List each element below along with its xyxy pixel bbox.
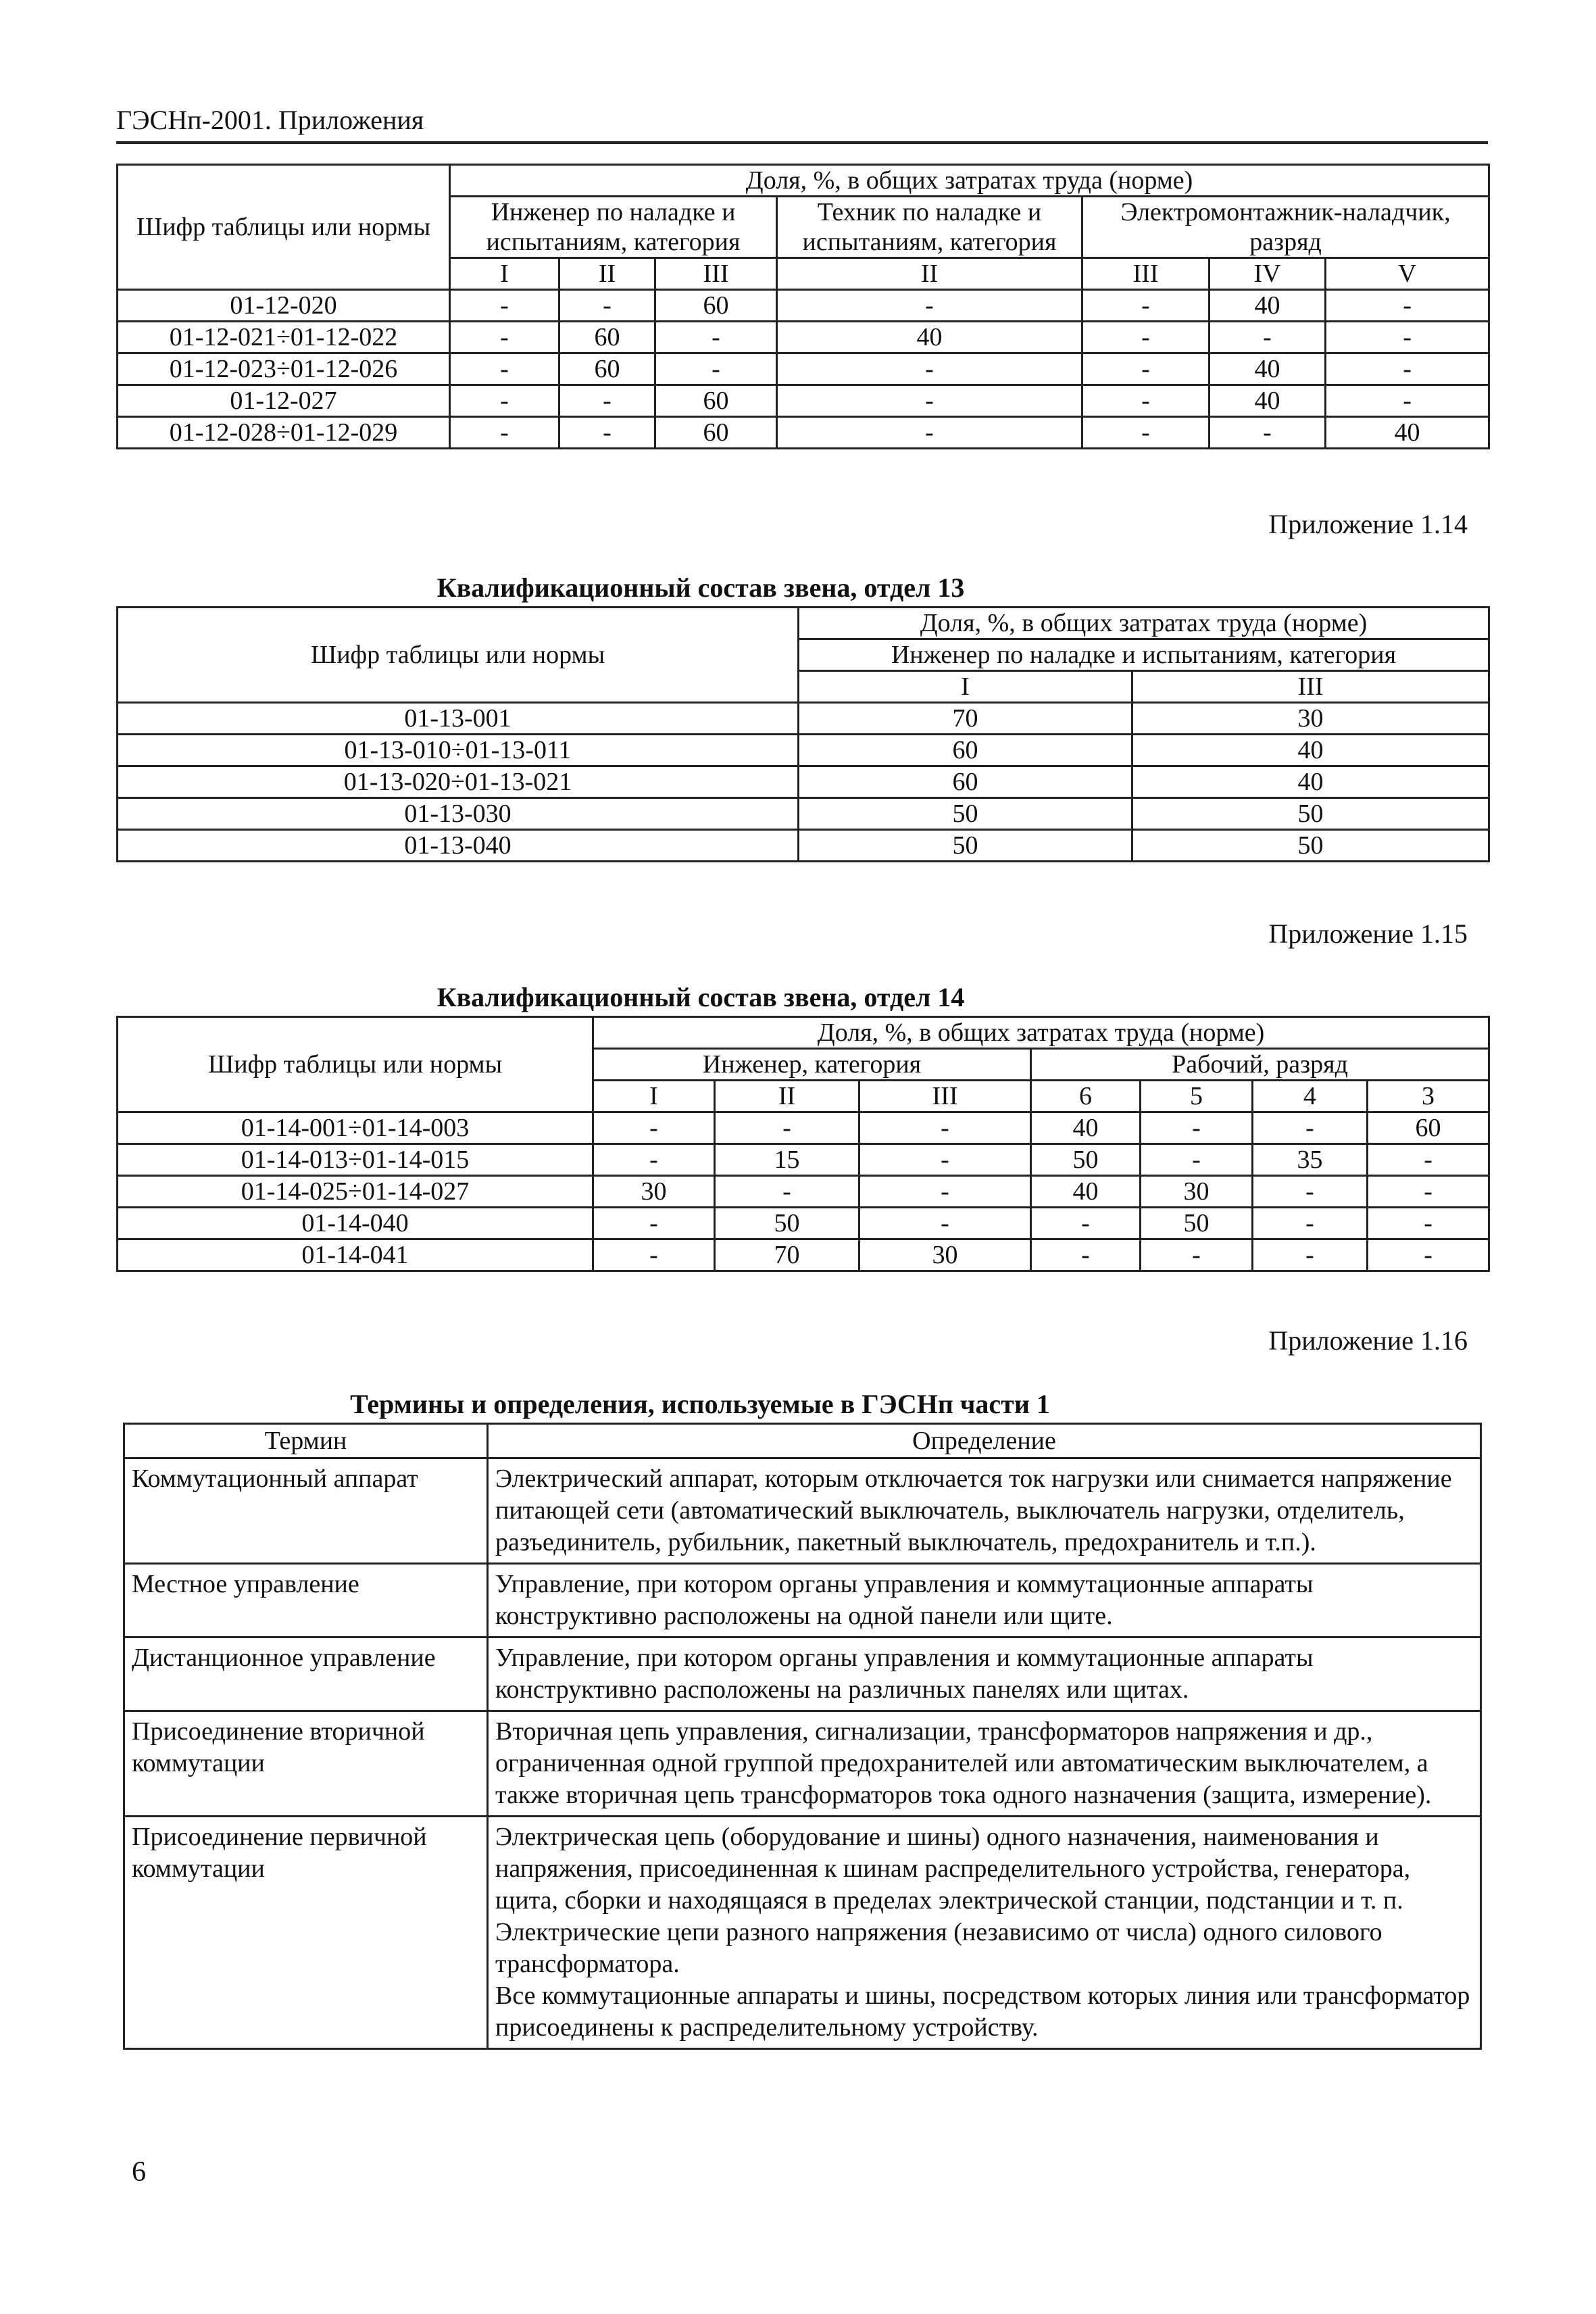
cell: 60 — [799, 735, 1132, 766]
subcol: II — [559, 258, 655, 290]
terms-section — [123, 1388, 1480, 2050]
cell: - — [1326, 290, 1489, 322]
cell: - — [559, 290, 655, 322]
page-header — [116, 104, 1488, 144]
col-header-code: Шифр таблицы или нормы — [118, 165, 450, 290]
cell: 50 — [1132, 798, 1489, 830]
appendix-label-1-16: Приложение 1.16 — [1268, 1325, 1468, 1356]
table-terms — [123, 1423, 1482, 2050]
group-engineer: Инженер, категория — [593, 1049, 1031, 1081]
subcol: III — [859, 1081, 1031, 1112]
col-header-code: Шифр таблицы или нормы — [118, 608, 799, 703]
table-row — [118, 1112, 1489, 1144]
cell: 50 — [799, 830, 1132, 862]
cell: - — [777, 417, 1082, 449]
cell: - — [1368, 1144, 1489, 1176]
cell: - — [559, 417, 655, 449]
table-row — [118, 735, 1489, 766]
row-code: 01-13-001 — [118, 703, 799, 735]
cell: - — [1253, 1176, 1368, 1208]
subcol: 6 — [1031, 1081, 1141, 1112]
cell: - — [1253, 1208, 1368, 1239]
subcol: V — [1326, 258, 1489, 290]
cell: - — [1082, 417, 1210, 449]
subcol: III — [1132, 671, 1489, 703]
cell: 50 — [799, 798, 1132, 830]
appendix-label-1-15: Приложение 1.15 — [1268, 918, 1468, 949]
row-code: 01-14-040 — [118, 1208, 593, 1239]
table-section-13 — [116, 572, 1488, 862]
row-code: 01-13-030 — [118, 798, 799, 830]
cell: 60 — [655, 290, 777, 322]
row-code: 01-12-027 — [118, 385, 450, 417]
row-code: 01-12-021÷01-12-022 — [118, 322, 450, 353]
cell: 40 — [1031, 1112, 1141, 1144]
cell: 50 — [1031, 1144, 1141, 1176]
cell: 40 — [1210, 385, 1326, 417]
cell: - — [593, 1112, 715, 1144]
definition-paragraph: Электрическая цепь (оборудование и шины) одного назначения, наименования и напряжения, присоединенная к шинам распределительного устройства, генератора, щита, сборки и находящаяся в пределах электрической станции, подстанции и т. п. — [495, 1823, 1411, 1915]
cell: 50 — [715, 1208, 859, 1239]
cell: 35 — [1253, 1144, 1368, 1176]
table-row — [118, 703, 1489, 735]
term: Местное управление — [124, 1564, 488, 1638]
page-number: 6 — [132, 2157, 146, 2188]
header-title: ГЭСНп-2001. Приложения — [116, 105, 424, 135]
definition — [488, 1711, 1481, 1817]
table-row — [124, 1638, 1481, 1711]
cell: 30 — [1132, 703, 1489, 735]
cell: - — [450, 322, 559, 353]
cell: 60 — [1368, 1112, 1489, 1144]
row-code: 01-12-028÷01-12-029 — [118, 417, 450, 449]
cell: - — [777, 353, 1082, 385]
table-row — [118, 290, 1489, 322]
cell: - — [859, 1144, 1031, 1176]
cell: - — [655, 322, 777, 353]
table-row — [124, 1564, 1481, 1638]
cell: - — [1368, 1239, 1489, 1271]
definition-paragraph: Электрические цепи разного напряжения (независимо от числа) одного силового трансформатора. — [495, 1918, 1382, 1978]
cell: - — [1141, 1144, 1253, 1176]
cell: - — [1210, 417, 1326, 449]
table-qualification-14 — [116, 1016, 1490, 1272]
cell: - — [1253, 1112, 1368, 1144]
definition-paragraph: Управление, при котором органы управления и коммутационные аппараты конструктивно расположены на одной панели или щите. — [495, 1570, 1314, 1630]
row-code: 01-14-025÷01-14-027 — [118, 1176, 593, 1208]
cell: - — [559, 385, 655, 417]
subcol: 3 — [1368, 1081, 1489, 1112]
cell: - — [1031, 1239, 1141, 1271]
cell: 30 — [1141, 1176, 1253, 1208]
cell: - — [715, 1112, 859, 1144]
cell: 40 — [1132, 766, 1489, 798]
table-qualification-13 — [116, 606, 1490, 862]
table-row — [118, 798, 1489, 830]
cell: - — [1082, 353, 1210, 385]
definition — [488, 1458, 1481, 1564]
row-code: 01-14-001÷01-14-003 — [118, 1112, 593, 1144]
table-row — [118, 417, 1489, 449]
appendix-label-1-14: Приложение 1.14 — [1268, 509, 1468, 539]
subcol: I — [593, 1081, 715, 1112]
col-header-code: Шифр таблицы или нормы — [118, 1017, 593, 1112]
subcol: 5 — [1141, 1081, 1253, 1112]
subcol: I — [450, 258, 559, 290]
cell: - — [1326, 322, 1489, 353]
cell: - — [1141, 1239, 1253, 1271]
row-code: 01-12-020 — [118, 290, 450, 322]
table-row — [118, 1239, 1489, 1271]
term: Присоединение первичной коммутации — [124, 1817, 488, 2049]
subcol: II — [777, 258, 1082, 290]
subcol: IV — [1210, 258, 1326, 290]
subcol: 4 — [1253, 1081, 1368, 1112]
cell: - — [1210, 322, 1326, 353]
cell: - — [1082, 290, 1210, 322]
cell: - — [777, 290, 1082, 322]
col-header-share: Доля, %, в общих затратах труда (норме) — [799, 608, 1489, 639]
cell: - — [777, 385, 1082, 417]
table-qualification-12 — [116, 164, 1490, 449]
cell: 40 — [1210, 290, 1326, 322]
row-code: 01-14-041 — [118, 1239, 593, 1271]
col-header-definition: Определение — [488, 1424, 1481, 1458]
cell: - — [450, 385, 559, 417]
definition — [488, 1817, 1481, 2049]
definition-paragraph: Электрический аппарат, которым отключается ток нагрузки или снимается напряжение питающей сети (автоматический выключатель, выключатель нагрузки, отделитель, разъединитель, рубильник, пакетный выключатель, предохранитель и т.п.). — [495, 1464, 1452, 1556]
row-code: 01-13-040 — [118, 830, 799, 862]
cell: - — [1141, 1112, 1253, 1144]
cell: - — [859, 1176, 1031, 1208]
cell: - — [450, 417, 559, 449]
definition-paragraph: Вторичная цепь управления, сигнализации, трансформаторов напряжения и др., ограниченная одной группой предохранителей или автоматическим выключателем, а также вторичная цепь трансформаторов тока одного назначения (защита, измерение). — [495, 1717, 1432, 1809]
table-section-12 — [116, 164, 1488, 449]
cell: 60 — [559, 353, 655, 385]
cell: 40 — [1132, 735, 1489, 766]
cell: - — [1368, 1208, 1489, 1239]
definition-paragraph: Все коммутационные аппараты и шины, посредством которых линия или трансформатор присоединены к распределительному устройству. — [495, 1981, 1470, 2042]
cell: - — [1326, 353, 1489, 385]
cell: - — [450, 290, 559, 322]
cell: 40 — [1326, 417, 1489, 449]
table-row — [118, 1176, 1489, 1208]
cell: 15 — [715, 1144, 859, 1176]
table-row — [118, 1144, 1489, 1176]
cell: - — [1253, 1239, 1368, 1271]
row-code: 01-13-010÷01-13-011 — [118, 735, 799, 766]
col-header-share: Доля, %, в общих затратах труда (норме) — [450, 165, 1489, 197]
table-row — [124, 1711, 1481, 1817]
subcol: III — [1082, 258, 1210, 290]
definition-paragraph: Управление, при котором органы управления и коммутационные аппараты конструктивно расположены на различных панелях или щитах. — [495, 1644, 1314, 1704]
cell: 40 — [1210, 353, 1326, 385]
cell: - — [859, 1208, 1031, 1239]
row-code: 01-12-023÷01-12-026 — [118, 353, 450, 385]
group-electrician: Электромонтажник-наладчик, разряд — [1082, 197, 1489, 258]
group-technician: Техник по наладке и испытаниям, категория — [777, 197, 1082, 258]
group-worker: Рабочий, разряд — [1031, 1049, 1489, 1081]
col-header-term: Термин — [124, 1424, 488, 1458]
cell: - — [593, 1144, 715, 1176]
table-row — [118, 766, 1489, 798]
table-row — [118, 830, 1489, 862]
table-row — [118, 385, 1489, 417]
row-code: 01-13-020÷01-13-021 — [118, 766, 799, 798]
cell: 60 — [655, 417, 777, 449]
subcol: I — [799, 671, 1132, 703]
cell: 70 — [715, 1239, 859, 1271]
table-caption-13: Квалификационный состав звена, отдел 13 — [437, 572, 965, 603]
cell: - — [655, 353, 777, 385]
cell: - — [1368, 1176, 1489, 1208]
subcol: III — [655, 258, 777, 290]
cell: 50 — [1141, 1208, 1253, 1239]
row-code: 01-14-013÷01-14-015 — [118, 1144, 593, 1176]
cell: 30 — [859, 1239, 1031, 1271]
cell: - — [593, 1239, 715, 1271]
cell: 40 — [777, 322, 1082, 353]
cell: 70 — [799, 703, 1132, 735]
cell: 50 — [1132, 830, 1489, 862]
table-row — [124, 1817, 1481, 2049]
table-caption-terms: Термины и определения, используемые в ГЭСНп части 1 — [350, 1389, 1050, 1419]
cell: - — [593, 1208, 715, 1239]
cell: 60 — [655, 385, 777, 417]
table-row — [118, 353, 1489, 385]
table-row — [118, 1208, 1489, 1239]
table-row — [124, 1458, 1481, 1564]
cell: - — [715, 1176, 859, 1208]
cell: 40 — [1031, 1176, 1141, 1208]
cell: - — [859, 1112, 1031, 1144]
table-section-14 — [116, 981, 1488, 1272]
group-engineer: Инженер по наладке и испытаниям, категория — [450, 197, 777, 258]
subcol: II — [715, 1081, 859, 1112]
term: Присоединение вторичной коммутации — [124, 1711, 488, 1817]
table-row — [118, 322, 1489, 353]
term: Дистанционное управление — [124, 1638, 488, 1711]
cell: - — [1082, 322, 1210, 353]
definition — [488, 1564, 1481, 1638]
cell: - — [450, 353, 559, 385]
cell: 30 — [593, 1176, 715, 1208]
term: Коммутационный аппарат — [124, 1458, 488, 1564]
table-caption-14: Квалификационный состав звена, отдел 14 — [437, 982, 965, 1012]
cell: - — [1082, 385, 1210, 417]
col-header-share: Доля, %, в общих затратах труда (норме) — [593, 1017, 1489, 1049]
cell: 60 — [799, 766, 1132, 798]
cell: 60 — [559, 322, 655, 353]
group-engineer: Инженер по наладке и испытаниям, категория — [799, 639, 1489, 671]
cell: - — [1326, 385, 1489, 417]
cell: - — [1031, 1208, 1141, 1239]
definition — [488, 1638, 1481, 1711]
